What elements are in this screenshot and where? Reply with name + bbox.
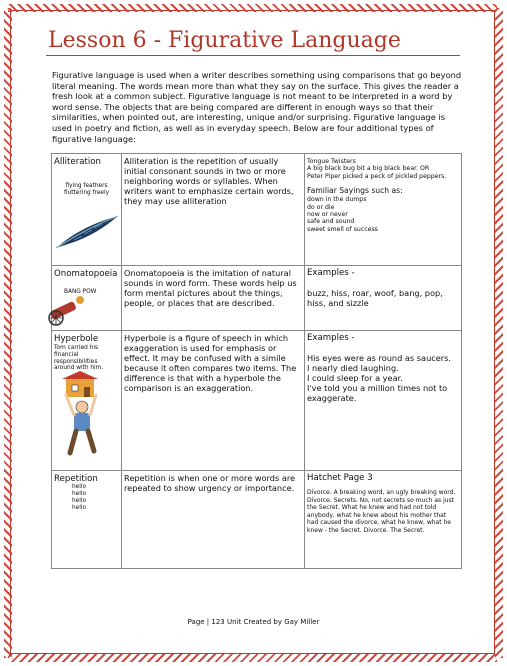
term-label: Alliteration: [54, 157, 101, 167]
table-row: [52, 266, 462, 331]
term-label: Onomatopoeia: [54, 269, 118, 279]
table-row: [52, 331, 462, 471]
figurative-language-table: [51, 153, 462, 569]
term-example-list: [54, 484, 119, 512]
example-line: I've told you a million times not to exaggerate.: [307, 383, 448, 403]
term-example: flying feathers fluttering freely: [63, 183, 110, 196]
term-example: Tom carried his financial responsibilities around with him.: [54, 345, 104, 372]
table-row: [52, 154, 462, 266]
example-line: safe and sound: [307, 218, 355, 226]
term-example: hello: [72, 491, 87, 497]
page-footer: Page | 123 Unit Created by Gay Miller: [187, 618, 320, 626]
term-example: BANG POW: [64, 289, 97, 295]
examples-cell: [305, 154, 462, 266]
definition-cell: Repetition is when one or more words are repeated to show urgency or importance.: [122, 471, 305, 569]
term-example: hello: [72, 498, 87, 504]
decorative-border-right: [495, 8, 503, 658]
examples-text: Divorce. A breaking word, an ugly breaking word. Divorce. Secrets. No, not secrets so much as just the Secret. What he knew and had not told anybody, what he knew about his mother that had caused the divorce, what he knew, what he knew - the Secret. Divorce. The Secret.: [307, 489, 456, 534]
term-cell: [52, 471, 122, 569]
example-line: down in the dumps: [307, 196, 367, 204]
examples-heading: Hatchet Page 3: [307, 473, 373, 483]
example-line: His eyes were as round as saucers.: [307, 353, 452, 363]
page-title: Lesson 6 - Figurative Language: [48, 28, 401, 53]
examples-heading: Tongue Twisters: [307, 158, 356, 165]
table-row: [52, 471, 462, 569]
definition-cell: Onomatopoeia is the imitation of natural sounds in word form. These words help us form mental pictures about the things, people, or places that are described.: [122, 266, 305, 331]
feather-icon: [54, 214, 120, 250]
example-line: sweet smell of success: [307, 225, 378, 233]
example-line: I could sleep for a year.: [307, 373, 403, 383]
man-carrying-house-icon: [54, 371, 110, 457]
cannon-icon: [44, 294, 88, 328]
term-cell: [52, 331, 122, 471]
term-example: hello: [72, 505, 87, 511]
title-divider: [46, 55, 460, 56]
term-cell: [52, 266, 122, 331]
example-line: now or never: [307, 211, 348, 219]
term-label: Repetition: [54, 474, 98, 484]
examples-heading: Familiar Sayings such as:: [307, 186, 403, 196]
examples-text: buzz, hiss, roar, woof, bang, pop, hiss, and sizzle: [307, 288, 443, 308]
examples-heading: Examples -: [307, 333, 355, 343]
example-line: Peter Piper picked a peck of pickled peppers.: [307, 172, 447, 180]
term-label: Hyperbole: [54, 334, 99, 344]
example-line: A big black bug bit a big black bear. OR: [307, 165, 430, 173]
term-cell: [52, 154, 122, 266]
examples-heading: Examples -: [307, 268, 355, 278]
examples-cell: [305, 266, 462, 331]
term-example: hello: [72, 484, 87, 490]
example-line: I nearly died laughing.: [307, 363, 399, 373]
intro-paragraph: Figurative language is used when a writer describes something using comparisons that go beyond literal meaning. The words mean more than what they say on the surface. This gives the reader a fresh look at a common subject. Figurative language is not meant to be interpreted in a word by word sense. The objects that are being compared are different in enough ways so that their similarities, when pointed out, are interesting, unique and/or surprising. Figurative language is used in poetry and fiction, as well as in everyday speech. Below are four additional types of figurative language:: [52, 70, 462, 144]
example-line: do or die: [307, 203, 335, 211]
definition-cell: Alliteration is the repetition of usually initial consonant sounds in two or more neighboring words or syllables. When writers want to emphasize certain words, they may use alliteration: [122, 154, 305, 266]
decorative-border-bottom: [8, 654, 497, 662]
definition-cell: Hyperbole is a figure of speech in which exaggeration is used for emphasis or effect. It may be confused with a simile because it often compares two items. The difference is that with a hyperbole the comparison is an exaggeration.: [122, 331, 305, 471]
examples-cell: [305, 471, 462, 569]
examples-cell: [305, 331, 462, 471]
